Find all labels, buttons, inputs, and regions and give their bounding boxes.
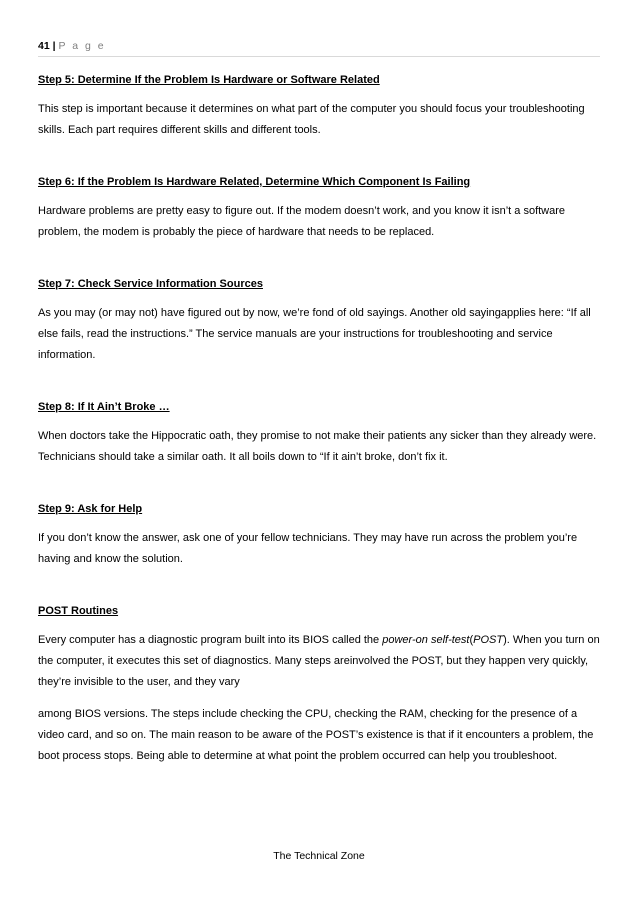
document-body: [38, 70, 600, 767]
post-paragraph-1: [38, 630, 600, 693]
step-8-paragraph: When doctors take the Hippocratic oath, they promise to not make their patients any sicker than they already were. Technicians should take a similar oath. It all boils down to “If it ain’t broke, don’t fix it.: [38, 430, 597, 463]
page-header: [38, 40, 600, 57]
post-text-rest: ). When you turn on the computer, it executes this set of diagnostics. Many steps areinvolved the POST, but they happen very quickly, they’re invisible to the user, and they vary: [38, 634, 600, 688]
step-5-paragraph: This step is important because it determines on what part of the computer you should focus your troubleshooting skills. Each part requires different skills and different tools.: [38, 103, 585, 136]
post-paren-open: (: [469, 634, 474, 646]
step-6-heading: Step 6: If the Problem Is Hardware Related, Determine Which Component Is Failing: [38, 176, 471, 188]
page-footer: The Technical Zone: [273, 850, 365, 862]
post-term-acronym: POST: [473, 634, 504, 646]
step-7-heading: Step 7: Check Service Information Sources: [38, 278, 263, 290]
page-label: P a g e: [58, 40, 106, 52]
step-9-heading: Step 9: Ask for Help: [38, 503, 143, 515]
step-6-paragraph: Hardware problems are pretty easy to figure out. If the modem doesn’t work, and you know it isn’t a software problem, the modem is probably the piece of hardware that needs to be replaced.: [38, 205, 566, 238]
header-separator: |: [52, 40, 56, 52]
step-9-paragraph: If you don’t know the answer, ask one of your fellow technicians. They may have run across the problem you’re having and know the solution.: [38, 532, 578, 565]
page-number: 41: [38, 40, 50, 52]
step-7-paragraph: As you may (or may not) have figured out by now, we’re fond of old sayings. Another old sayingapplies here: “If all else fails, read the instructions.” The service manuals are your instructions for troubleshooting and service information.: [38, 307, 591, 361]
post-paragraph-2: among BIOS versions. The steps include checking the CPU, checking the RAM, checking for the presence of a video card, and so on. The main reason to be aware of the POST’s existence is that if it encounters a problem, the boot process stops. Being able to determine at what point the problem occurred can help you troubleshoot.: [38, 708, 594, 762]
post-routines-heading: POST Routines: [38, 605, 119, 617]
step-8-heading: Step 8: If It Ain’t Broke …: [38, 401, 170, 413]
step-5-heading: Step 5: Determine If the Problem Is Hardware or Software Related: [38, 74, 380, 86]
post-text-intro: Every computer has a diagnostic program built into its BIOS called the: [38, 634, 383, 646]
post-term-power-on-self-test: power-on self-test: [382, 634, 470, 646]
